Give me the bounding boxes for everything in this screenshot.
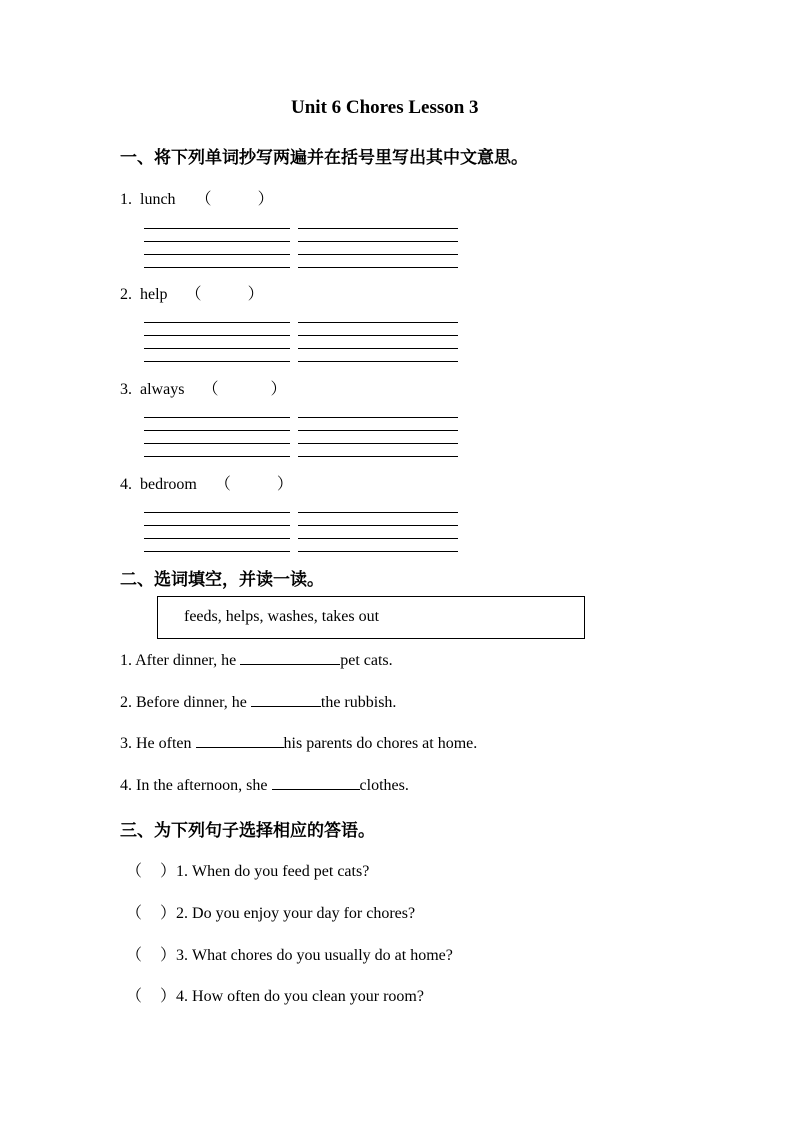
answer-close-paren: ） bbox=[160, 863, 177, 880]
match-item-2 bbox=[126, 900, 415, 923]
open-paren: （ bbox=[202, 381, 219, 398]
fill-blank[interactable] bbox=[251, 692, 321, 707]
open-paren: （ bbox=[185, 286, 202, 303]
answer-close-paren: ） bbox=[160, 988, 177, 1005]
page-title: Unit 6 Chores Lesson 3 bbox=[291, 97, 479, 118]
question-text: 3. What chores do you usually do at home? bbox=[176, 947, 453, 964]
word-item-4 bbox=[120, 471, 293, 494]
answer-open-paren[interactable]: （ bbox=[126, 905, 143, 922]
word-text: always bbox=[140, 381, 185, 398]
fill-item-3 bbox=[120, 733, 477, 753]
word-item-2 bbox=[120, 281, 264, 304]
question-text: 1. When do you feed pet cats? bbox=[176, 863, 370, 880]
section-2-heading: 二、选词填空，并读一读。 bbox=[120, 570, 324, 590]
fill-item-4 bbox=[120, 775, 409, 795]
answer-open-paren[interactable]: （ bbox=[126, 863, 143, 880]
answer-open-paren[interactable]: （ bbox=[126, 988, 143, 1005]
word-text: lunch bbox=[140, 191, 176, 208]
close-paren: ） bbox=[276, 476, 293, 493]
word-item-1 bbox=[120, 186, 274, 209]
fill-text-after: the rubbish. bbox=[320, 694, 397, 711]
fill-item-2 bbox=[120, 692, 396, 712]
word-item-3 bbox=[120, 376, 286, 399]
fill-text-before: 1. After dinner, he bbox=[120, 652, 241, 669]
word-number: 1. bbox=[120, 191, 132, 208]
section-1-heading: 一、将下列单词抄写两遍并在括号里写出其中文意思。 bbox=[120, 148, 528, 168]
match-item-4 bbox=[126, 983, 424, 1006]
word-text: bedroom bbox=[140, 476, 197, 493]
answer-open-paren[interactable]: （ bbox=[126, 947, 143, 964]
question-text: 4. How often do you clean your room? bbox=[176, 988, 424, 1005]
close-paren: ） bbox=[257, 191, 274, 208]
match-item-3 bbox=[126, 942, 453, 965]
answer-close-paren: ） bbox=[160, 947, 177, 964]
close-paren: ） bbox=[247, 286, 264, 303]
word-text: help bbox=[140, 286, 168, 303]
fill-text-after: pet cats. bbox=[340, 652, 393, 669]
match-item-1 bbox=[126, 858, 369, 881]
word-number: 2. bbox=[120, 286, 132, 303]
fill-blank[interactable] bbox=[272, 775, 360, 790]
close-paren: ） bbox=[270, 381, 287, 398]
fill-text-before: 4. In the afternoon, she bbox=[120, 777, 272, 794]
word-number: 3. bbox=[120, 381, 132, 398]
question-text: 2. Do you enjoy your day for chores? bbox=[176, 905, 416, 922]
fill-blank[interactable] bbox=[240, 650, 340, 665]
word-bank-text: feeds, helps, washes, takes out bbox=[184, 608, 380, 625]
word-number: 4. bbox=[120, 476, 132, 493]
fill-text-before: 3. He often bbox=[120, 735, 196, 752]
fill-item-1 bbox=[120, 650, 393, 670]
open-paren: （ bbox=[214, 476, 231, 493]
open-paren: （ bbox=[195, 191, 212, 208]
section-3-heading: 三、为下列句子选择相应的答语。 bbox=[120, 821, 375, 841]
answer-close-paren: ） bbox=[160, 905, 177, 922]
fill-text-after: clothes. bbox=[359, 777, 409, 794]
fill-blank[interactable] bbox=[196, 733, 284, 748]
fill-text-before: 2. Before dinner, he bbox=[120, 694, 251, 711]
fill-text-after: his parents do chores at home. bbox=[283, 735, 478, 752]
